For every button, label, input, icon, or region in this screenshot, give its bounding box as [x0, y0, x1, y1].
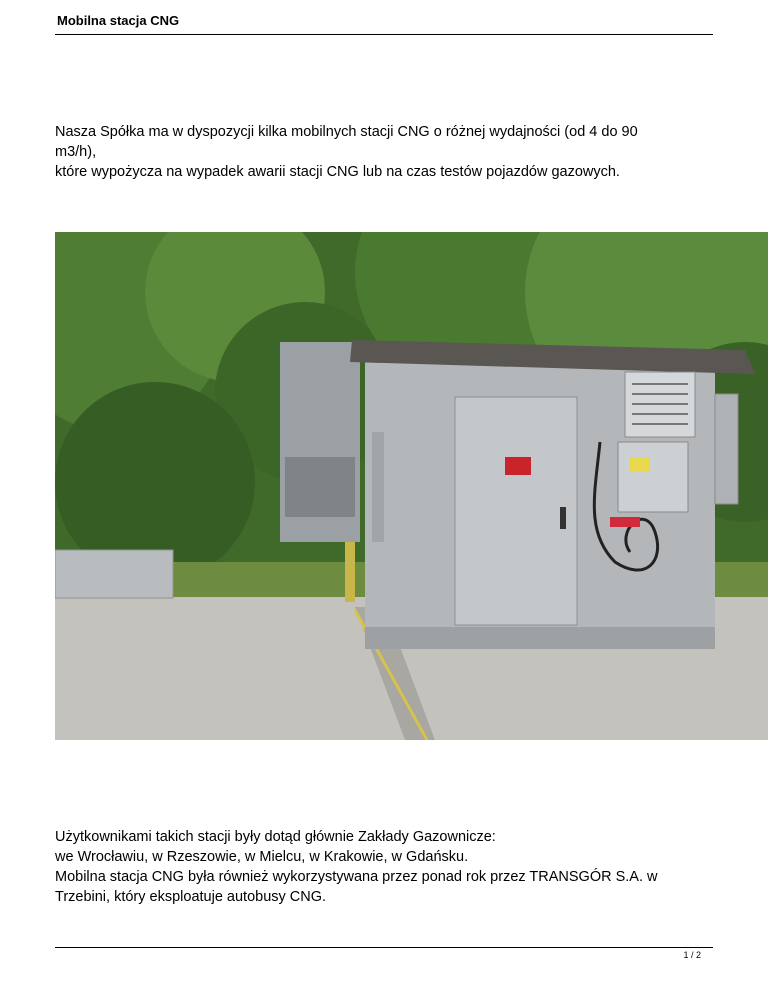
station-photo-illustration	[55, 232, 768, 740]
header-divider	[55, 34, 713, 35]
station-photo	[55, 232, 768, 740]
users-line: Trzebini, który eksploatuje autobusy CNG.	[55, 889, 327, 905]
footer-divider	[55, 947, 713, 948]
users-line: we Wrocławiu, w Rzeszowie, w Mielcu, w Krakowie, w Gdańsku.	[55, 849, 469, 865]
page-header-title: Mobilna stacja CNG	[57, 13, 180, 28]
intro-line: które wypożycza na wypadek awarii stacji CNG lub na czas testów pojazdów gazowych.	[55, 164, 620, 180]
intro-line: Nasza Spółka ma w dyspozycji kilka mobilnych stacji CNG o różnej wydajności (od 4 do 90	[55, 124, 638, 140]
users-paragraph	[55, 827, 715, 907]
intro-line: m3/h),	[55, 144, 97, 160]
intro-paragraph	[55, 122, 715, 182]
page-number: 1 / 2	[683, 950, 701, 960]
users-line: Mobilna stacja CNG była również wykorzystywana przez ponad rok przez TRANSGÓR S.A. w	[55, 869, 658, 885]
users-line: Użytkownikami takich stacji były dotąd głównie Zakłady Gazownicze:	[55, 829, 496, 845]
